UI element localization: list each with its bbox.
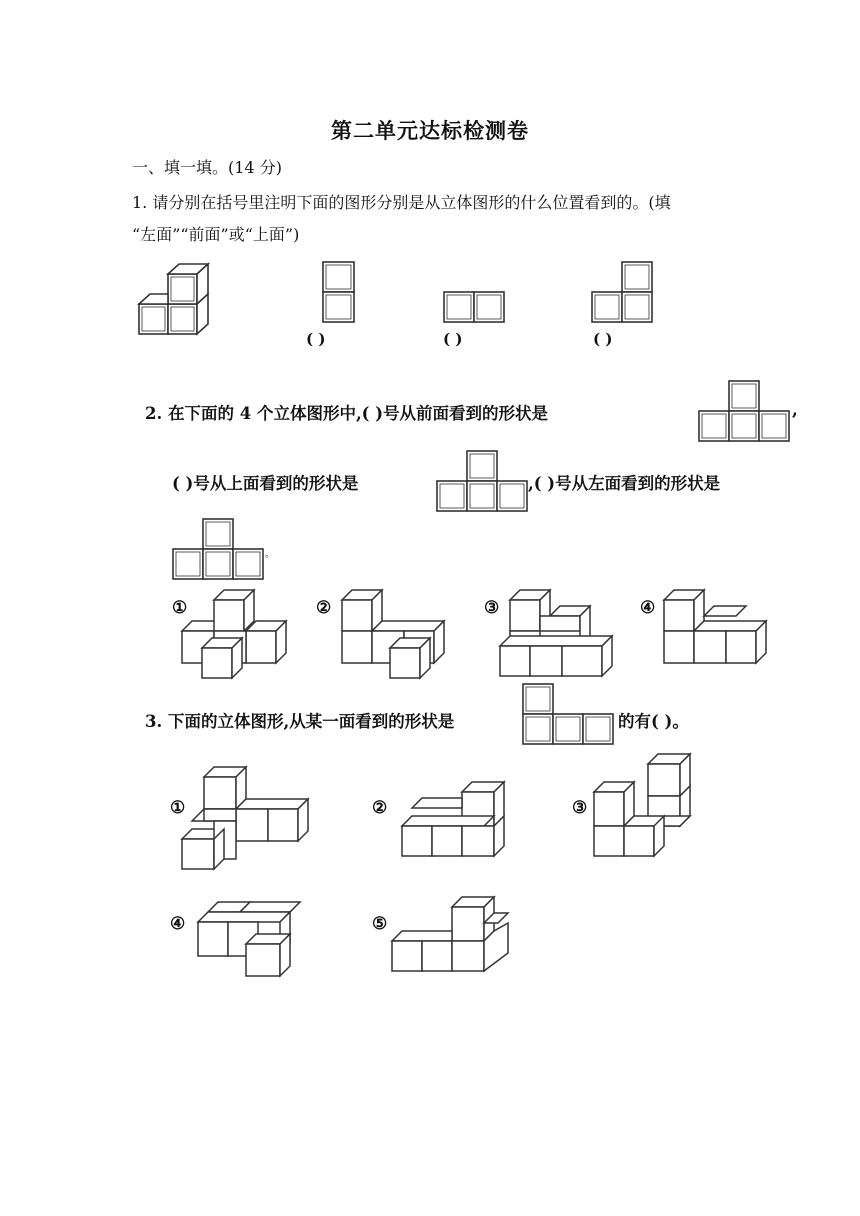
q3-label-2: ②	[372, 798, 388, 818]
q1-view-vertical	[322, 261, 356, 323]
q3-label-1: ①	[170, 798, 186, 818]
q1-blank-3[interactable]: ( )	[593, 330, 613, 348]
q3-label-4: ④	[170, 914, 186, 934]
q3-text-b[interactable]: 的有( )。	[618, 712, 689, 731]
q3-solid-2	[400, 780, 508, 860]
q1-blank-2[interactable]: ( )	[443, 330, 463, 348]
q2-solid-3	[498, 588, 618, 680]
q2-label-1: ①	[172, 598, 188, 618]
q3-solid-4	[196, 900, 304, 980]
q2-text-line1: 2. 在下面的 4 个立体图形中,( )号从前面看到的形状是	[145, 404, 549, 423]
q2-shape-front	[698, 380, 790, 442]
section-heading: 一、填一填。(14 分)	[132, 158, 282, 177]
q3-shape	[522, 683, 614, 745]
q1-blank-1[interactable]: ( )	[306, 330, 326, 348]
page-title: 第二单元达标检测卷	[331, 118, 529, 143]
q2-solid-2	[340, 588, 448, 680]
q2-label-3: ③	[484, 598, 500, 618]
q2-text-line2a: ( )号从上面看到的形状是	[172, 474, 359, 493]
q2-solid-4	[662, 588, 770, 680]
q2-text-line2b: ,( )号从左面看到的形状是	[528, 474, 721, 493]
q1-view-l-shape	[591, 261, 653, 323]
q1-text-line1: 1. 请分别在括号里注明下面的图形分别是从立体图形的什么位置看到的。(填	[132, 193, 671, 212]
q3-solid-1	[180, 765, 310, 871]
q3-text-a: 3. 下面的立体图形,从某一面看到的形状是	[145, 712, 455, 731]
q2-label-2: ②	[316, 598, 332, 618]
q2-label-4: ④	[640, 598, 656, 618]
q2-comma: ,	[792, 400, 798, 419]
q2-period: 。	[265, 549, 275, 560]
q1-view-horizontal	[443, 291, 505, 323]
q1-text-line2: “左面”“前面”或“上面”)	[132, 225, 300, 244]
q1-solid-figure	[138, 260, 218, 340]
q3-solid-3	[592, 752, 692, 860]
q3-solid-5	[390, 895, 510, 975]
q3-label-5: ⑤	[372, 914, 388, 934]
q2-solid-1	[180, 588, 288, 680]
q2-shape-left	[172, 518, 264, 580]
q2-shape-top	[436, 450, 528, 512]
q3-label-3: ③	[572, 798, 588, 818]
